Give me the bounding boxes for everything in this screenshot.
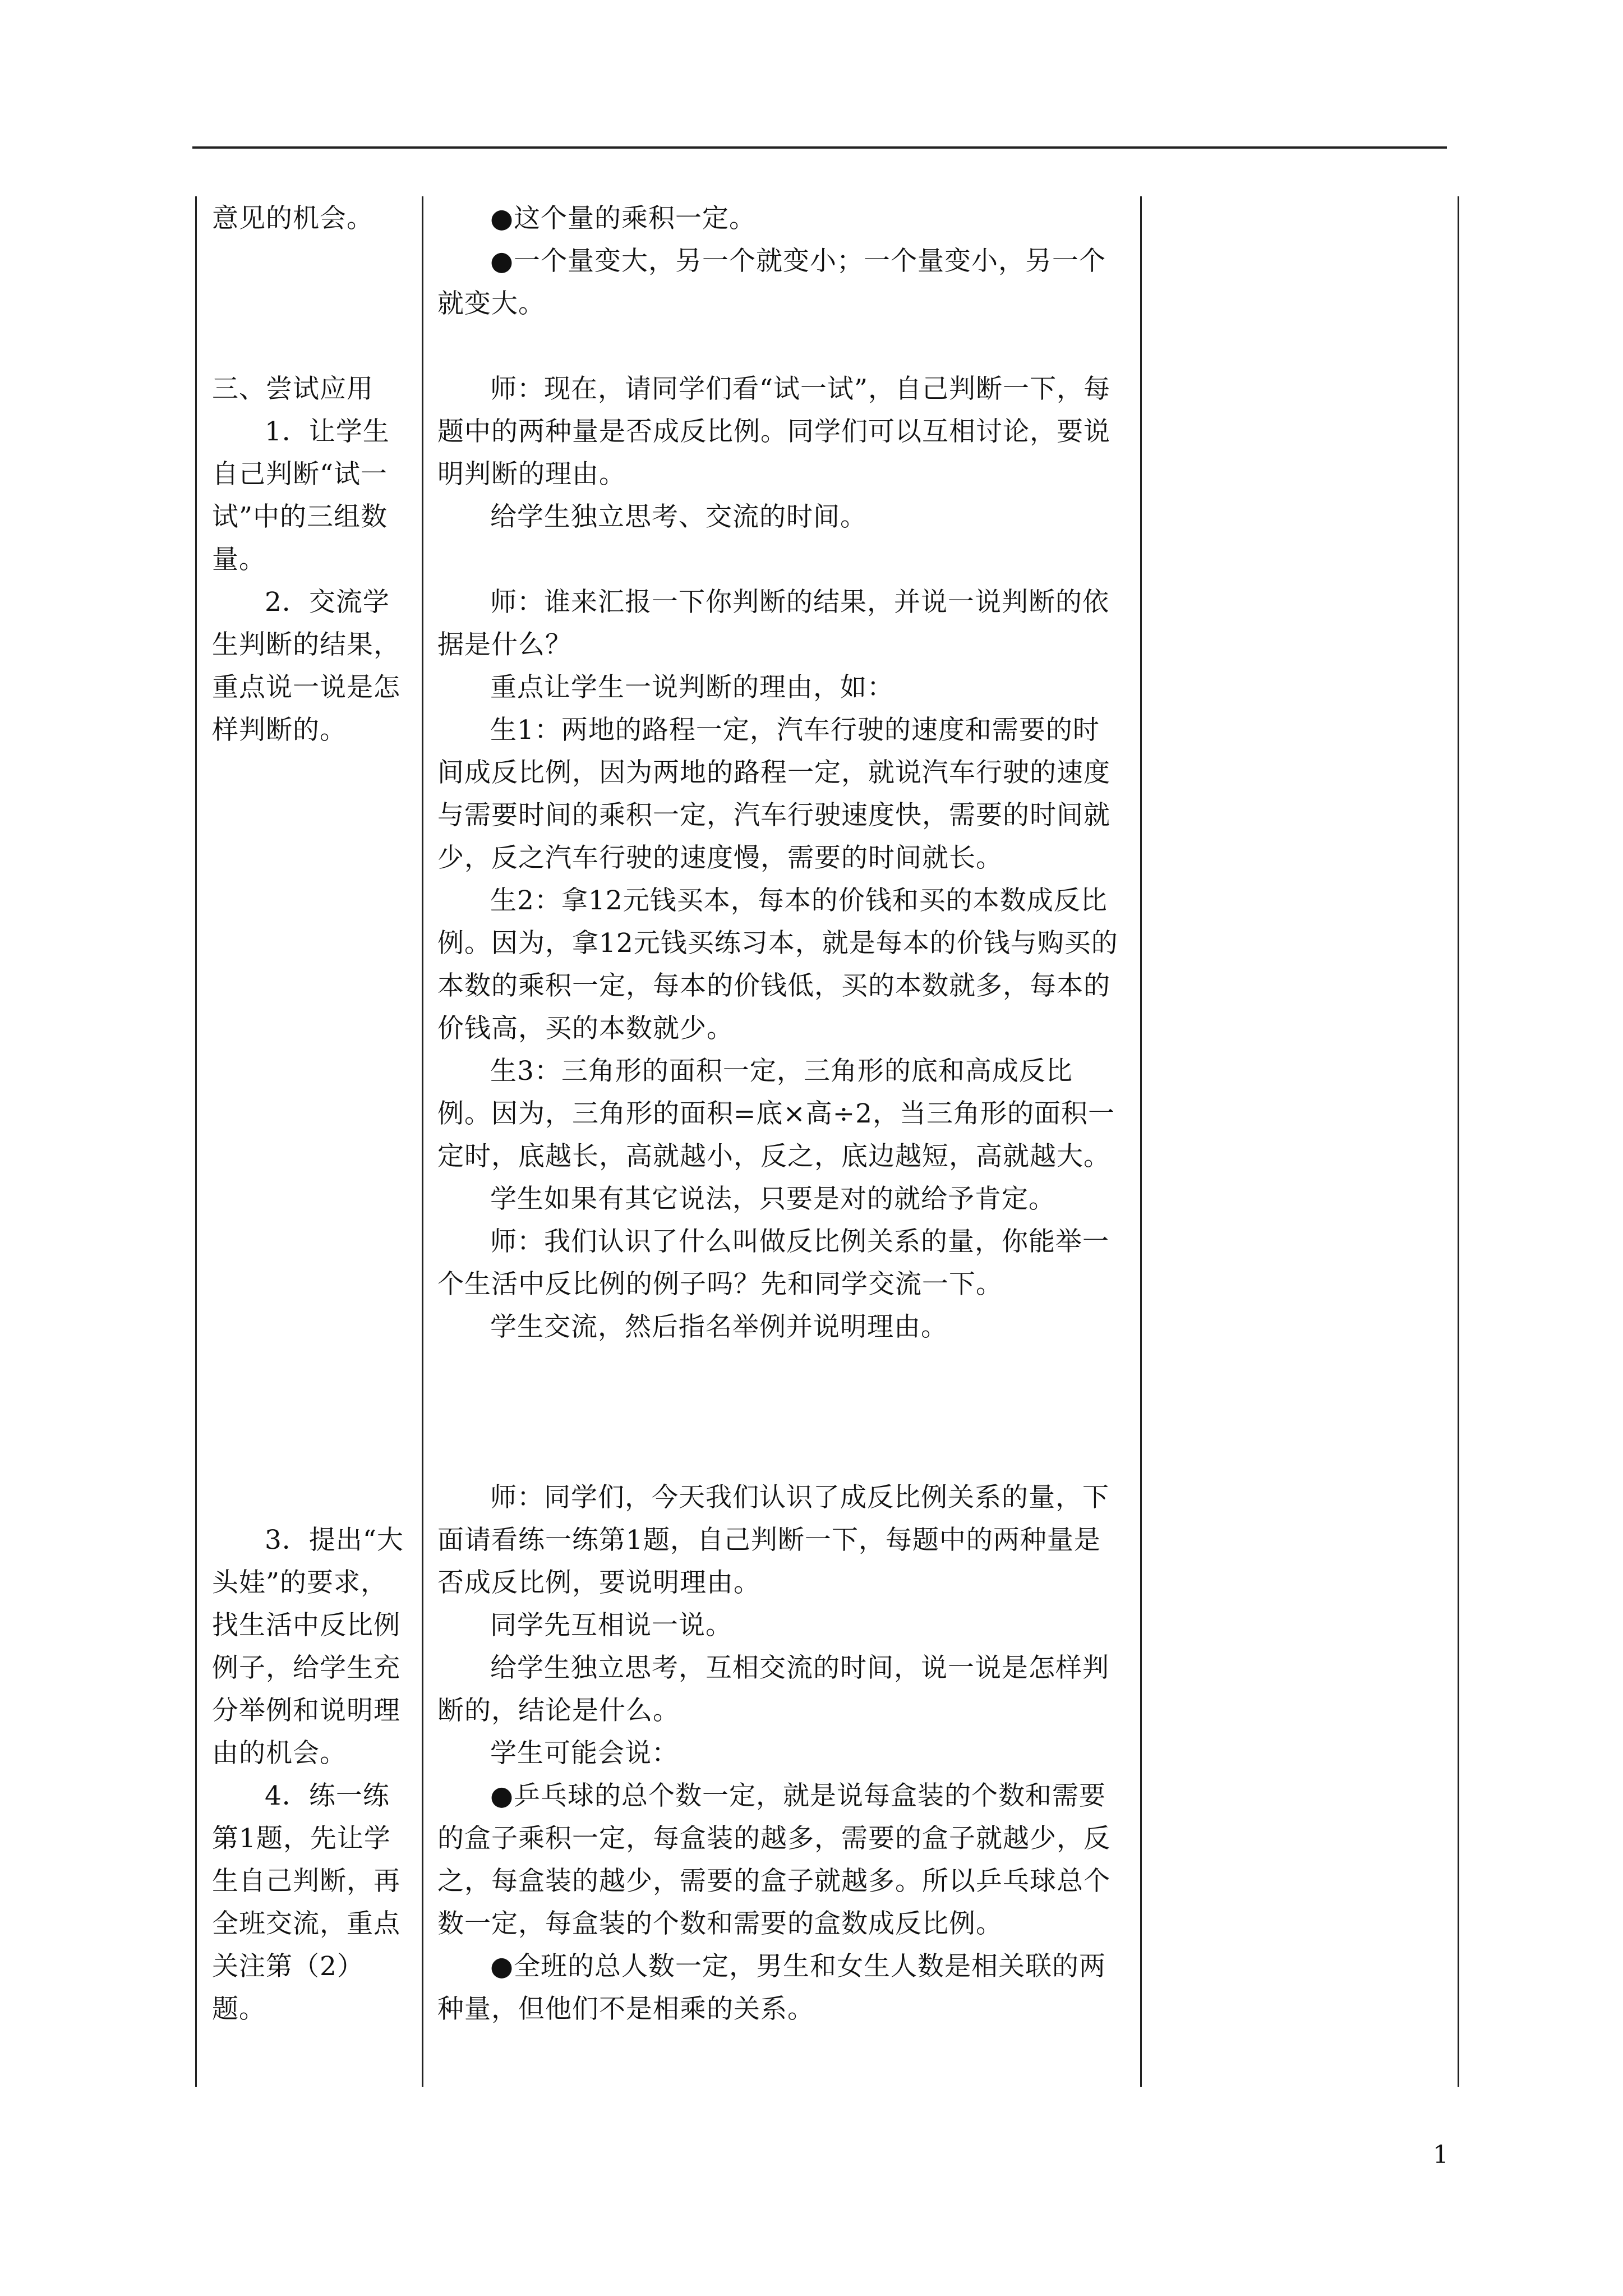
step-4: 4．练一练第1题，先让学生自己判断，再全班交流，重点关注第（2）题。 (212, 1780, 400, 2024)
step-2: 2．交流学生判断的结果，重点说一说是怎样判断的。 (212, 587, 400, 746)
paragraph-14: 同学先互相说一说。 (490, 1610, 732, 1641)
paragraph-16: 学生可能会说： (490, 1738, 679, 1769)
section-title: 三、尝试应用 (212, 374, 374, 404)
table-border-left (195, 196, 197, 2087)
header-rule (192, 146, 1447, 149)
paragraph-15: 给学生独立思考，互相交流的时间，说一说是怎样判断的，结论是什么。 (437, 1653, 1109, 1726)
paragraph-6: 重点让学生一说判断的理由，如： (490, 672, 894, 703)
paragraph-18: ●全班的总人数一定，男生和女生人数是相关联的两种量，但他们不是相乘的关系。 (437, 1951, 1106, 2024)
paragraph-17: ●乒乓球的总个数一定，就是说每盒装的个数和需要的盒子乘积一定，每盒装的越多，需要的盒子就越少，反之，每盒装的越少，需要的盒子就越多。所以乒乓球总个数一定，每盒装的个数和需要的盒数成反比例。 (437, 1780, 1110, 1939)
teaching-process-column (437, 197, 1126, 2031)
paragraph-10: 学生如果有其它说法，只要是对的就给予肯定。 (490, 1184, 1055, 1214)
paragraph-3: 师：现在，请同学们看“试一试”，自己判断一下，每题中的两种量是否成反比例。同学们可以互相讨论，要说明判断的理由。 (437, 374, 1111, 490)
intro-tail: 意见的机会。 (212, 203, 374, 234)
paragraph-13: 师：同学们，今天我们认识了成反比例关系的量，下面请看练一练第1题，自己判断一下，每题中的两种量是否成反比例，要说明理由。 (437, 1482, 1109, 1598)
paragraph-12: 学生交流，然后指名举例并说明理由。 (490, 1312, 948, 1342)
step-1: 1．让学生自己判断“试一试”中的三组数量。 (212, 416, 390, 575)
table-divider-1 (422, 196, 423, 2087)
paragraph-2: ●一个量变大，另一个就变小；一个量变小，另一个就变大。 (437, 246, 1106, 319)
table-divider-2 (1140, 196, 1142, 2087)
paragraph-8: 生2：拿12元钱买本，每本的价钱和买的本数成反比例。因为，拿12元钱买练习本，就是每本的价钱与购买的本数的乘积一定，每本的价钱低，买的本数就多，每本的价钱高，买的本数就少。 (437, 885, 1118, 1044)
paragraph-1: ●这个量的乘积一定。 (490, 203, 757, 234)
design-intent-column (212, 197, 408, 2031)
table-border-right (1458, 196, 1459, 2087)
paragraph-7: 生1：两地的路程一定，汽车行驶的速度和需要的时间成反比例，因为两地的路程一定，就说汽车行驶的速度与需要时间的乘积一定，汽车行驶速度快，需要的时间就少，反之汽车行驶的速度慢，需要的时间就长。 (437, 715, 1110, 873)
paragraph-5: 师：谁来汇报一下你判断的结果，并说一说判断的依据是什么？ (437, 587, 1109, 660)
paragraph-9: 生3：三角形的面积一定，三角形的底和高成反比例。因为，三角形的面积=底×高÷2，当三角形的面积一定时，底越长，高就越小，反之，底边越短，高就越大。 (437, 1056, 1115, 1172)
step-3: 3．提出“大头娃”的要求，找生活中反比例例子，给学生充分举例和说明理由的机会。 (212, 1525, 404, 1769)
paragraph-4: 给学生独立思考、交流的时间。 (490, 501, 867, 532)
paragraph-11: 师：我们认识了什么叫做反比例关系的量，你能举一个生活中反比例的例子吗？先和同学交流一下。 (437, 1226, 1109, 1300)
page-number: 1 (1433, 2141, 1449, 2169)
